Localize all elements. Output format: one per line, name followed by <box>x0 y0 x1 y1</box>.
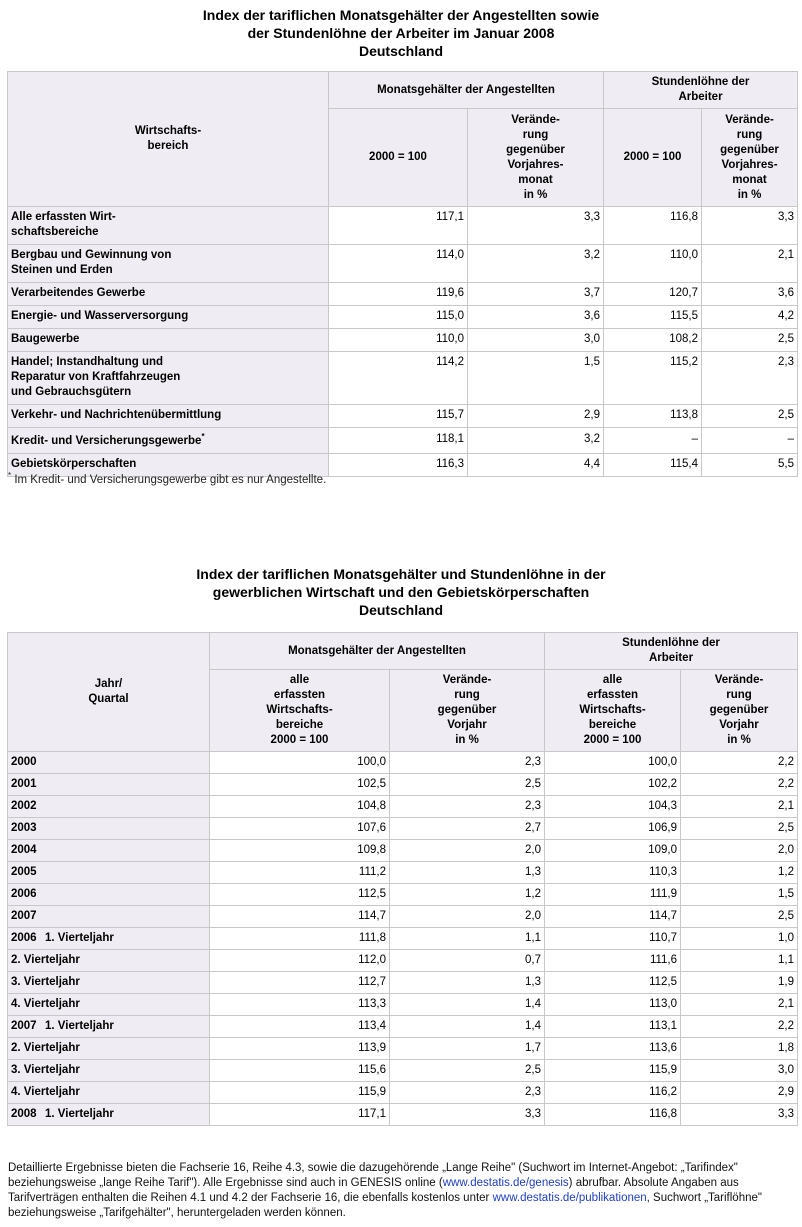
row-label <box>8 994 210 1016</box>
cell-a-change: 1,4 <box>390 1016 545 1038</box>
header-line: in % <box>737 188 762 201</box>
cell-b-index: – <box>604 428 702 454</box>
table2-header-b-index <box>545 670 681 752</box>
header-line: in % <box>523 188 548 201</box>
cell-a-index: 113,4 <box>210 1016 390 1038</box>
table2-header-period <box>8 633 210 752</box>
row-year: 2006 <box>11 932 37 944</box>
notes-text: ) abrufbar. Absolute Angaben aus Tarifverträgen enthalten die Reihen 4.1 und 4.2 der Fachserie 16, die ebenfalls kostenlos unter <box>8 1177 739 1204</box>
header-line: bereich <box>147 140 189 152</box>
table1-header-group-a: Monatsgehälter der Angestellten <box>329 72 604 109</box>
cell-b-change: 2,1 <box>681 994 798 1016</box>
row-year: 2000 <box>11 756 37 768</box>
row-label <box>8 862 210 884</box>
cell-a-index: 116,3 <box>329 454 468 477</box>
table-row <box>8 906 798 928</box>
cell-b-change: 2,2 <box>681 774 798 796</box>
table-row <box>8 1060 798 1082</box>
table1-footnote <box>8 471 326 486</box>
cell-b-change: 3,0 <box>681 1060 798 1082</box>
row-label: Gebietskörperschaften <box>8 454 329 477</box>
cell-a-index: 115,6 <box>210 1060 390 1082</box>
cell-b-index: 111,9 <box>545 884 681 906</box>
table1-title-line: der Stundenlöhne der Arbeiter im Januar 2008 <box>247 25 555 41</box>
cell-b-index: 102,2 <box>545 774 681 796</box>
table-row <box>8 796 798 818</box>
table2-header-b-change <box>681 670 798 752</box>
cell-b-change: 2,5 <box>681 906 798 928</box>
cell-a-index: 112,7 <box>210 972 390 994</box>
cell-a-change: 3,7 <box>468 283 604 306</box>
cell-b-index: 115,2 <box>604 352 702 405</box>
cell-a-index: 114,2 <box>329 352 468 405</box>
table-row <box>8 329 798 352</box>
table1-header-b-index: 2000 = 100 <box>604 109 702 207</box>
row-label <box>8 1016 210 1038</box>
header-line: Vorjahr <box>447 719 487 731</box>
cell-b-change: 3,6 <box>702 283 798 306</box>
row-year: 2003 <box>11 822 37 834</box>
cell-b-change: 5,5 <box>702 454 798 477</box>
header-line: Arbeiter <box>648 652 694 664</box>
table-row <box>8 928 798 950</box>
cell-a-index: 112,5 <box>210 884 390 906</box>
cell-a-index: 114,7 <box>210 906 390 928</box>
header-line: erfassten <box>273 689 326 701</box>
cell-a-index: 114,0 <box>329 245 468 283</box>
cell-a-change: 2,7 <box>390 818 545 840</box>
cell-a-change: 1,7 <box>390 1038 545 1060</box>
table2-header-group-a: Monatsgehälter der Angestellten <box>210 633 545 670</box>
cell-b-change: 1,1 <box>681 950 798 972</box>
cell-a-index: 112,0 <box>210 950 390 972</box>
header-line: Stundenlöhne der <box>651 76 750 88</box>
table2-title-line: Deutschland <box>358 602 443 618</box>
cell-b-change: 2,5 <box>702 405 798 428</box>
header-line: Quartal <box>88 693 129 705</box>
cell-a-index: 115,9 <box>210 1082 390 1104</box>
cell-b-index: 108,2 <box>604 329 702 352</box>
row-label: Energie- und Wasserversorgung <box>8 306 329 329</box>
header-line: Vorjahres- <box>721 158 778 171</box>
table1-header-a-index: 2000 = 100 <box>329 109 468 207</box>
row-label-line: Bergbau und Gewinnung von <box>11 249 172 261</box>
cell-b-index: 110,0 <box>604 245 702 283</box>
cell-a-index: 109,8 <box>210 840 390 862</box>
header-line: monat <box>518 173 553 186</box>
cell-a-change: 2,0 <box>390 906 545 928</box>
table-row <box>8 352 798 405</box>
cell-a-change: 3,3 <box>390 1104 545 1126</box>
header-line: Verände- <box>511 113 560 126</box>
cell-a-index: 110,0 <box>329 329 468 352</box>
cell-b-index: 111,6 <box>545 950 681 972</box>
cell-a-change: 2,3 <box>390 1082 545 1104</box>
cell-b-index: 114,7 <box>545 906 681 928</box>
cell-a-change: 2,0 <box>390 840 545 862</box>
row-label <box>8 245 329 283</box>
row-label <box>8 352 329 405</box>
cell-b-index: 120,7 <box>604 283 702 306</box>
cell-b-index: 115,9 <box>545 1060 681 1082</box>
header-line: rung <box>736 128 763 141</box>
cell-b-index: 113,1 <box>545 1016 681 1038</box>
table2-title <box>0 565 802 619</box>
header-line: 2000 = 100 <box>270 734 329 746</box>
table-row <box>8 405 798 428</box>
footnote-marker: * <box>201 432 205 442</box>
header-line: gegenüber <box>437 704 497 716</box>
row-label <box>8 774 210 796</box>
cell-b-index: 100,0 <box>545 752 681 774</box>
cell-b-index: 115,4 <box>604 454 702 477</box>
cell-b-change: 2,1 <box>681 796 798 818</box>
row-quarter: 4. Vierteljahr <box>11 1086 80 1098</box>
header-line: 2000 = 100 <box>583 734 642 746</box>
header-line: Verände- <box>442 674 492 686</box>
cell-a-index: 118,1 <box>329 428 468 454</box>
row-label <box>8 884 210 906</box>
cell-a-index: 107,6 <box>210 818 390 840</box>
header-line: Stundenlöhne der <box>622 637 720 649</box>
table-row <box>8 1038 798 1060</box>
header-line: gegenüber <box>709 704 769 716</box>
row-quarter: 4. Vierteljahr <box>11 998 80 1010</box>
row-label-line: Kredit- und Versicherungsgewerbe <box>11 435 202 447</box>
row-quarter: 1. Vierteljahr <box>45 1108 114 1120</box>
cell-b-change: 2,2 <box>681 1016 798 1038</box>
header-line: rung <box>726 689 752 701</box>
footnote-marker: * <box>8 471 12 480</box>
row-label <box>8 752 210 774</box>
table2 <box>7 632 798 1126</box>
table-row <box>8 752 798 774</box>
row-label-line: und Gebrauchsgütern <box>11 386 132 398</box>
table1-title-line: Deutschland <box>358 43 443 59</box>
cell-a-change: 1,5 <box>468 352 604 405</box>
cell-b-change: 1,8 <box>681 1038 798 1060</box>
row-label <box>8 1060 210 1082</box>
table-row <box>8 207 798 245</box>
cell-a-change: 0,7 <box>390 950 545 972</box>
cell-a-change: 1,2 <box>390 884 545 906</box>
cell-b-change: 1,0 <box>681 928 798 950</box>
row-label <box>8 972 210 994</box>
row-label <box>8 818 210 840</box>
header-line: Verände- <box>714 674 764 686</box>
table-row <box>8 818 798 840</box>
cell-b-change: 4,2 <box>702 306 798 329</box>
header-line: Wirtschafts- <box>579 704 646 716</box>
cell-a-change: 3,0 <box>468 329 604 352</box>
table1 <box>7 71 798 477</box>
cell-b-change: – <box>702 428 798 454</box>
header-line: rung <box>522 128 549 141</box>
row-label <box>8 906 210 928</box>
row-quarter: 1. Vierteljahr <box>45 932 114 944</box>
row-label-line: Steinen und Erden <box>11 264 113 276</box>
row-label <box>8 1082 210 1104</box>
table2-header-group-b <box>545 633 798 670</box>
table-row <box>8 283 798 306</box>
table-row <box>8 950 798 972</box>
header-line: rung <box>454 689 480 701</box>
row-label <box>8 1038 210 1060</box>
row-label: Verkehr- und Nachrichtenübermittlung <box>8 405 329 428</box>
table1-title-line: Index der tariflichen Monatsgehälter der Angestellten sowie <box>202 7 600 23</box>
cell-b-index: 115,5 <box>604 306 702 329</box>
cell-b-index: 110,3 <box>545 862 681 884</box>
table-row <box>8 994 798 1016</box>
table-row <box>8 306 798 329</box>
cell-a-change: 2,3 <box>390 796 545 818</box>
table1-header-group-b <box>604 72 798 109</box>
table-row <box>8 1016 798 1038</box>
cell-a-index: 113,3 <box>210 994 390 1016</box>
cell-a-change: 1,1 <box>390 928 545 950</box>
header-line: Arbeiter <box>678 91 723 103</box>
table2-body <box>8 752 798 1126</box>
cell-b-index: 116,2 <box>545 1082 681 1104</box>
cell-b-change: 2,5 <box>702 329 798 352</box>
cell-a-change: 3,3 <box>468 207 604 245</box>
cell-a-index: 111,2 <box>210 862 390 884</box>
row-year: 2005 <box>11 866 37 878</box>
table2-title-line: Index der tariflichen Monatsgehälter und Stundenlöhne in der <box>196 566 606 582</box>
header-line: monat <box>732 173 767 186</box>
row-year: 2008 <box>11 1108 37 1120</box>
header-line: in % <box>455 734 479 746</box>
table1-title <box>0 6 802 60</box>
cell-b-change: 1,9 <box>681 972 798 994</box>
cell-a-change: 2,5 <box>390 774 545 796</box>
table-row <box>8 1104 798 1126</box>
table-row <box>8 774 798 796</box>
cell-b-change: 2,1 <box>702 245 798 283</box>
row-quarter: 3. Vierteljahr <box>11 1064 80 1076</box>
row-label: Baugewerbe <box>8 329 329 352</box>
cell-a-index: 111,8 <box>210 928 390 950</box>
notes-paragraph <box>8 1161 794 1221</box>
cell-b-change: 1,2 <box>681 862 798 884</box>
header-line: Wirtschafts- <box>266 704 333 716</box>
genesis-link[interactable]: www.destatis.de/genesis <box>442 1177 569 1189</box>
row-quarter: 1. Vierteljahr <box>45 1020 114 1032</box>
table-row <box>8 862 798 884</box>
cell-a-index: 113,9 <box>210 1038 390 1060</box>
header-line: gegenüber <box>506 143 565 156</box>
row-year: 2007 <box>11 1020 37 1032</box>
publications-link[interactable]: www.destatis.de/publikationen <box>492 1192 647 1204</box>
table-row <box>8 972 798 994</box>
table2-title-line: gewerblichen Wirtschaft und den Gebietskörperschaften <box>212 584 590 600</box>
cell-b-index: 106,9 <box>545 818 681 840</box>
footnote-text: Im Kredit- und Versicherungsgewerbe gibt es nur Angestellte. <box>11 473 327 486</box>
row-label <box>8 950 210 972</box>
row-label: Verarbeitendes Gewerbe <box>8 283 329 306</box>
row-label-line: Alle erfassten Wirt- <box>11 211 116 223</box>
cell-a-change: 1,3 <box>390 972 545 994</box>
cell-b-change: 3,3 <box>702 207 798 245</box>
cell-b-index: 104,3 <box>545 796 681 818</box>
table-row <box>8 245 798 283</box>
row-label <box>8 428 329 454</box>
cell-a-index: 117,1 <box>210 1104 390 1126</box>
row-quarter: 2. Vierteljahr <box>11 1042 80 1054</box>
cell-a-change: 3,2 <box>468 428 604 454</box>
cell-a-change: 1,3 <box>390 862 545 884</box>
row-label <box>8 207 329 245</box>
table-row <box>8 840 798 862</box>
table1-header-sector <box>8 72 329 207</box>
cell-a-index: 115,0 <box>329 306 468 329</box>
table2-header-a-change <box>390 670 545 752</box>
cell-b-change: 2,2 <box>681 752 798 774</box>
cell-a-change: 2,3 <box>390 752 545 774</box>
table1-header-a-change <box>468 109 604 207</box>
header-line: Wirtschafts- <box>134 125 202 137</box>
cell-b-index: 112,5 <box>545 972 681 994</box>
header-line: erfassten <box>586 689 639 701</box>
row-label-line: schaftsbereiche <box>11 226 99 238</box>
header-line: gegenüber <box>720 143 779 156</box>
cell-b-change: 2,5 <box>681 818 798 840</box>
cell-a-change: 3,2 <box>468 245 604 283</box>
cell-a-index: 115,7 <box>329 405 468 428</box>
header-line: alle <box>602 674 623 686</box>
cell-b-change: 2,0 <box>681 840 798 862</box>
header-line: alle <box>289 674 310 686</box>
row-year: 2002 <box>11 800 37 812</box>
row-quarter: 2. Vierteljahr <box>11 954 80 966</box>
header-line: bereiche <box>588 719 637 731</box>
cell-b-index: 109,0 <box>545 840 681 862</box>
cell-a-change: 2,5 <box>390 1060 545 1082</box>
row-year: 2001 <box>11 778 37 790</box>
header-line: in % <box>727 734 751 746</box>
cell-b-index: 113,0 <box>545 994 681 1016</box>
header-line: Vorjahres- <box>507 158 564 171</box>
cell-b-change: 3,3 <box>681 1104 798 1126</box>
cell-b-index: 110,7 <box>545 928 681 950</box>
row-year: 2007 <box>11 910 37 922</box>
row-label <box>8 928 210 950</box>
cell-b-index: 113,8 <box>604 405 702 428</box>
cell-a-index: 117,1 <box>329 207 468 245</box>
cell-b-change: 1,5 <box>681 884 798 906</box>
row-label <box>8 1104 210 1126</box>
header-line: Jahr/ <box>94 678 123 690</box>
cell-b-index: 113,6 <box>545 1038 681 1060</box>
row-quarter: 3. Vierteljahr <box>11 976 80 988</box>
cell-a-change: 3,6 <box>468 306 604 329</box>
row-label-line: Reparatur von Kraftfahrzeugen <box>11 371 181 383</box>
cell-b-change: 2,3 <box>702 352 798 405</box>
cell-a-change: 2,9 <box>468 405 604 428</box>
notes-text: , Suchwort „Tariflöhne" beziehungsweise „Tarifgehälter", heruntergeladen werden können. <box>8 1192 762 1219</box>
table2-header-a-index <box>210 670 390 752</box>
cell-a-change: 4,4 <box>468 454 604 477</box>
cell-b-index: 116,8 <box>604 207 702 245</box>
cell-b-index: 116,8 <box>545 1104 681 1126</box>
row-label <box>8 840 210 862</box>
cell-a-index: 100,0 <box>210 752 390 774</box>
table-row <box>8 428 798 454</box>
notes-text: Detaillierte Ergebnisse bieten die Fachserie 16, Reihe 4.3, sowie die dazugehörende „Lange Reihe" (Suchwort im Internet-Angebot: „Tarifindex" beziehungsweise „lange Reihe Tarif"). Alle Ergebnisse sind auch in GENESIS online ( <box>8 1162 738 1189</box>
row-label <box>8 796 210 818</box>
table1-header-b-change <box>702 109 798 207</box>
table-row <box>8 884 798 906</box>
cell-a-index: 119,6 <box>329 283 468 306</box>
row-label-line: Handel; Instandhaltung und <box>11 356 164 368</box>
header-line: bereiche <box>275 719 324 731</box>
table-row <box>8 1082 798 1104</box>
header-line: Verände- <box>725 113 774 126</box>
cell-a-index: 104,8 <box>210 796 390 818</box>
cell-a-index: 102,5 <box>210 774 390 796</box>
row-year: 2004 <box>11 844 37 856</box>
row-year: 2006 <box>11 888 37 900</box>
cell-b-change: 2,9 <box>681 1082 798 1104</box>
header-line: Vorjahr <box>719 719 759 731</box>
cell-a-change: 1,4 <box>390 994 545 1016</box>
